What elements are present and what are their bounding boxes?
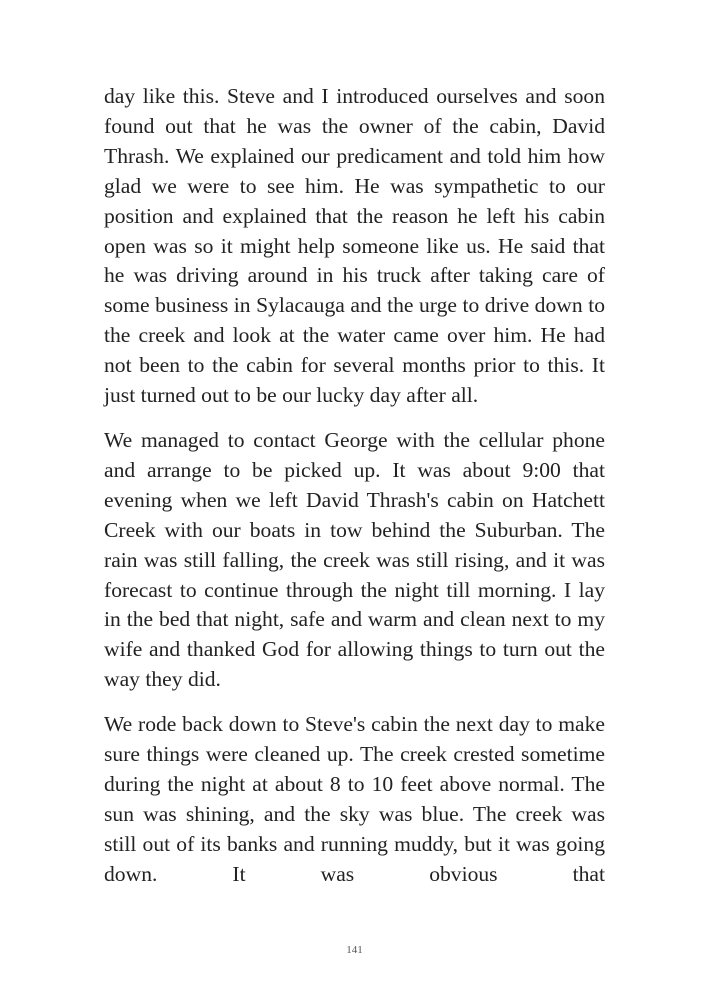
page-number: 141	[346, 944, 363, 956]
body-text	[104, 82, 605, 905]
paragraph-3: We rode back down to Steve's cabin the next day to make sure things were cleaned up. The creek crested sometime during the night at about 8 to 10 feet above normal. The sun was shining, and the sky was blue. The creek was still out of its banks and running muddy, but it was going down. It was obvious that	[104, 712, 605, 886]
paragraph-2: We managed to contact George with the cellular phone and arrange to be picked up. It was about 9:00 that evening when we left David Thrash's cabin on Hatchett Creek with our boats in tow behind the Suburban. The rain was still falling, the creek was still rising, and it was forecast to continue through the night till morning. I lay in the bed that night, safe and warm and clean next to my wife and thanked God for allowing things to turn out the way they did.	[104, 427, 605, 692]
paragraph-1: day like this. Steve and I introduced ourselves and soon found out that he was the owner of the cabin, David Thrash. We explained our predicament and told him how glad we were to see him. He was sympathetic to our position and explained that the reason he left his cabin open was so it might help someone like us. He said that he was driving around in his truck after taking care of some business in Sylacauga and the urge to drive down to the creek and look at the water came over him. He had not been to the cabin for several months prior to this. It just turned out to be our lucky day after all.	[104, 84, 605, 408]
